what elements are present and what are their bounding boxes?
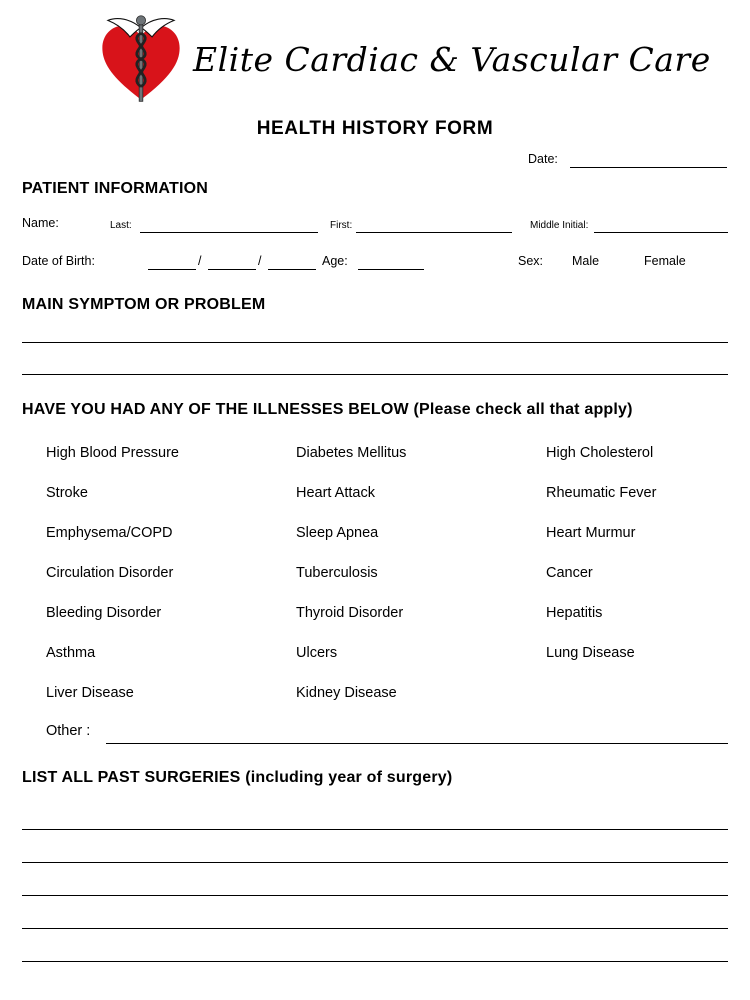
section-title-surgeries: LIST ALL PAST SURGERIES (including year of surgery) (22, 769, 453, 786)
middle-initial-label: Middle Initial: (530, 220, 589, 231)
illness-item[interactable]: Ulcers (296, 645, 338, 661)
date-row (0, 150, 750, 176)
illness-item[interactable]: Heart Murmur (546, 525, 636, 541)
illness-item[interactable]: Diabetes Mellitus (296, 445, 407, 461)
section-title-illnesses: HAVE YOU HAD ANY OF THE ILLNESSES BELOW (Please check all that apply) (22, 401, 633, 418)
illness-item[interactable]: Liver Disease (46, 685, 134, 701)
date-label: Date: (528, 152, 558, 166)
middle-initial-input[interactable] (594, 232, 728, 233)
sex-option-male[interactable]: Male (572, 254, 600, 268)
surgery-line-4[interactable] (22, 896, 728, 929)
surgeries-lines (0, 797, 750, 962)
last-name-label: Last: (110, 220, 132, 231)
name-label: Name: (22, 216, 59, 230)
illness-item[interactable]: High Blood Pressure (46, 445, 179, 461)
section-title-patient-information: PATIENT INFORMATION (22, 180, 209, 197)
first-name-input[interactable] (356, 232, 512, 233)
illness-item[interactable]: Rheumatic Fever (546, 485, 657, 501)
surgery-line-2[interactable] (22, 830, 728, 863)
sex-label: Sex: (518, 254, 544, 268)
illness-item[interactable]: Cancer (546, 565, 593, 581)
logo-block (0, 0, 750, 96)
dob-day-input[interactable] (208, 269, 256, 270)
other-label: Other : (46, 723, 91, 739)
surgery-line-1[interactable] (22, 797, 728, 830)
dob-year-input[interactable] (268, 269, 316, 270)
brand-name: Elite Cardiac & Vascular Care (193, 39, 711, 79)
illness-item[interactable]: Circulation Disorder (46, 565, 174, 581)
page-title: HEALTH HISTORY FORM (256, 118, 494, 139)
illness-checklist (22, 433, 728, 713)
illness-item[interactable]: Emphysema/COPD (46, 525, 173, 541)
illness-item[interactable]: Hepatitis (546, 605, 603, 621)
illness-item[interactable]: Sleep Apnea (296, 525, 379, 541)
illness-item[interactable]: Heart Attack (296, 485, 375, 501)
dob-age-sex-row (0, 252, 750, 282)
illness-item[interactable]: High Cholesterol (546, 445, 654, 461)
age-label: Age: (322, 254, 348, 268)
other-input[interactable] (106, 743, 728, 744)
caduceus-icon (95, 13, 187, 105)
sex-option-female[interactable]: Female (644, 254, 686, 268)
illness-item[interactable]: Lung Disease (546, 645, 635, 661)
illness-item[interactable]: Bleeding Disorder (46, 605, 162, 621)
illness-item[interactable]: Thyroid Disorder (296, 605, 404, 621)
illness-item-empty (522, 673, 728, 713)
last-name-input[interactable] (140, 232, 318, 233)
surgery-line-3[interactable] (22, 863, 728, 896)
name-row (0, 214, 750, 244)
main-symptom-line-2[interactable] (22, 374, 728, 375)
date-of-birth-label: Date of Birth: (22, 254, 95, 268)
surgery-line-5[interactable] (22, 929, 728, 962)
illness-item[interactable]: Tuberculosis (296, 565, 378, 581)
illness-other-row (22, 713, 728, 753)
dob-month-input[interactable] (148, 269, 196, 270)
illness-item[interactable]: Asthma (46, 645, 96, 661)
age-input[interactable] (358, 269, 424, 270)
dob-separator-2: / (258, 254, 262, 268)
first-name-label: First: (330, 220, 353, 231)
dob-separator-1: / (198, 254, 202, 268)
section-title-main-symptom: MAIN SYMPTOM OR PROBLEM (22, 296, 266, 313)
date-input[interactable] (570, 167, 727, 168)
illness-item[interactable]: Stroke (46, 485, 88, 501)
illness-item[interactable]: Kidney Disease (296, 685, 397, 701)
